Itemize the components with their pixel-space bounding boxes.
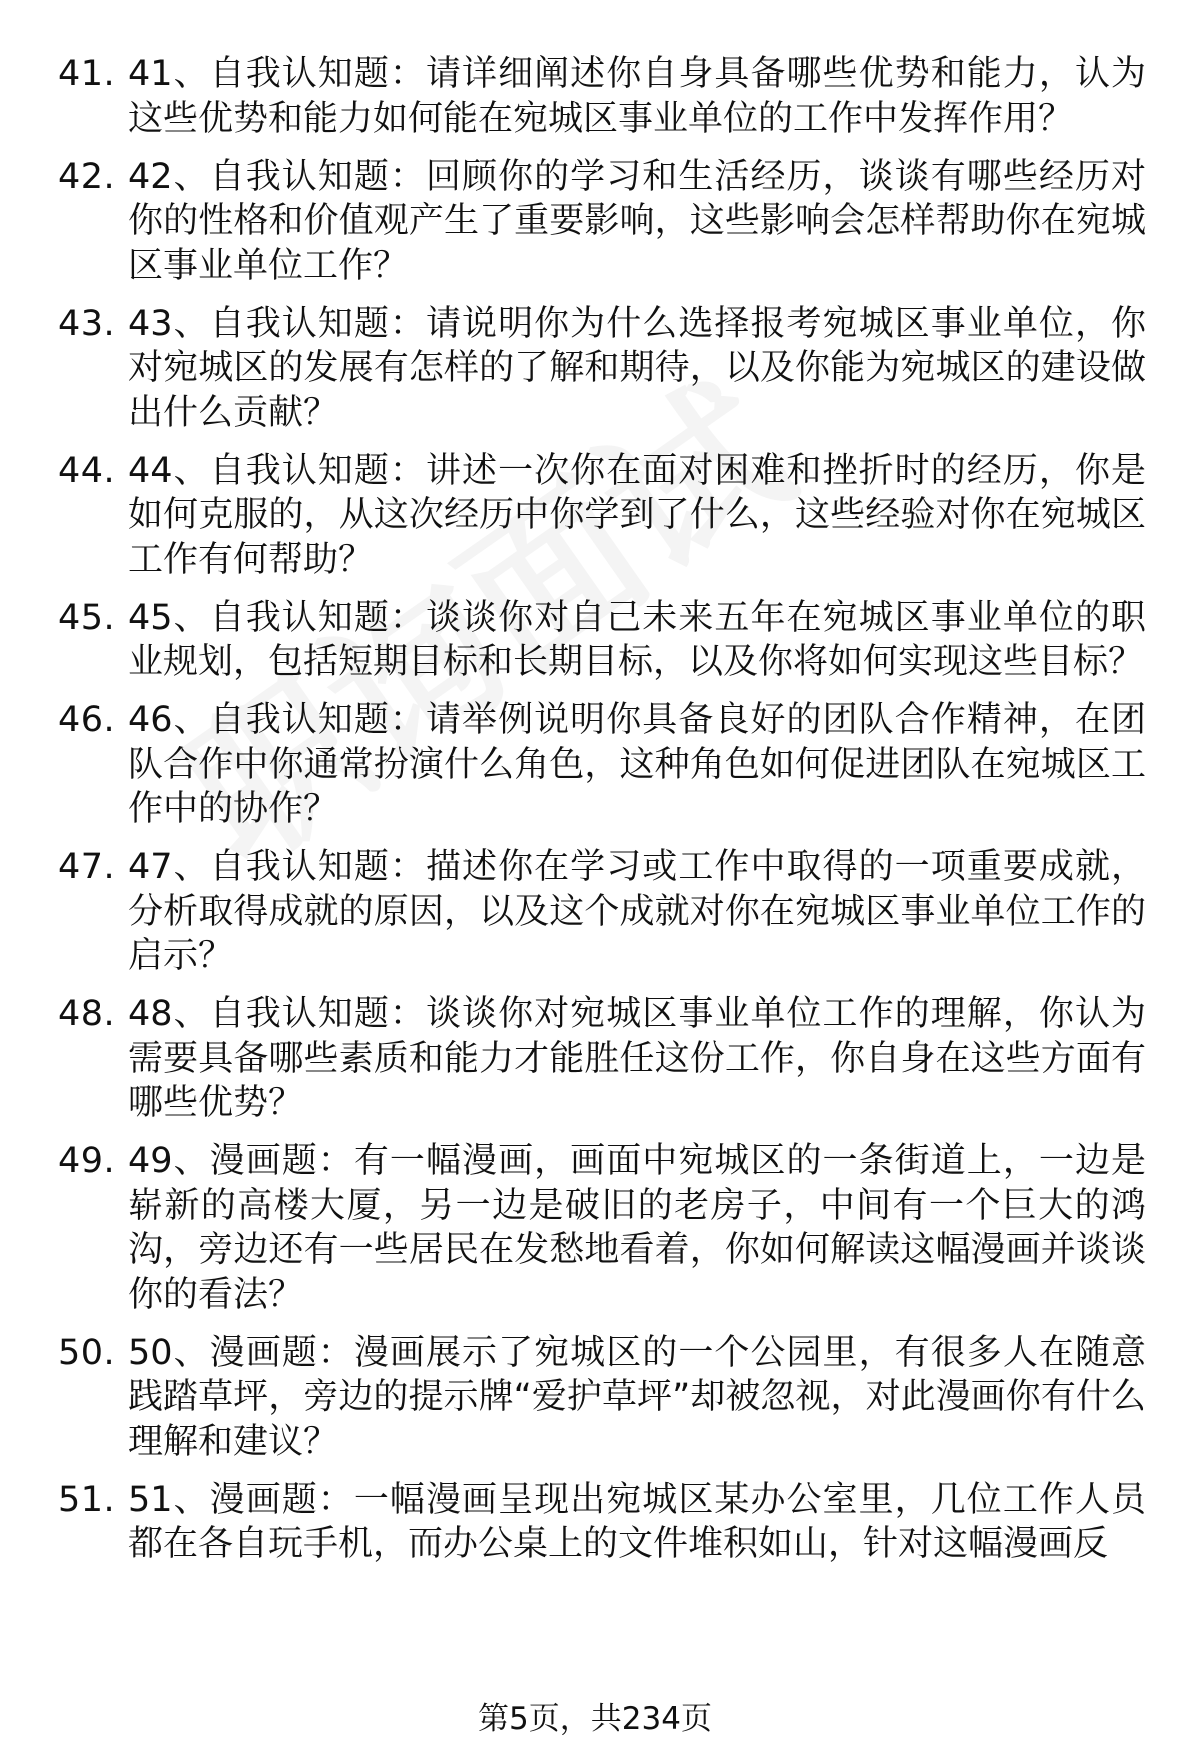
question-text: 51、漫画题：一幅漫画呈现出宛城区某办公室里，几位工作人员都在各自玩手机，而办公桌上的文件堆积如山，针对这幅漫画反 [128, 1479, 1146, 1564]
question-text: 43、自我认知题：请说明你为什么选择报考宛城区事业单位，你对宛城区的发展有怎样的了解和期待，以及你能为宛城区的建设做出什么贡献？ [128, 303, 1146, 433]
question-number: 47. [58, 847, 116, 887]
question-number: 44. [58, 450, 116, 491]
question-number: 41. [58, 54, 116, 94]
question-item-44 [58, 449, 1148, 583]
question-number: 49. [58, 1141, 116, 1181]
question-item-45 [58, 596, 1148, 685]
question-text: 50、漫画题：漫画展示了宛城区的一个公园里，有很多人在随意践踏草坪，旁边的提示牌“爱护草坪”却被忽视，对此漫画你有什么理解和建议？ [128, 1332, 1146, 1462]
question-number: 46. [58, 700, 116, 740]
question-item-51 [58, 1478, 1148, 1567]
question-text: 44、自我认知题：讲述一次你在面对困难和挫折时的经历，你是如何克服的，从这次经历中你学到了什么，这些经验对你在宛城区工作有何帮助？ [128, 450, 1146, 580]
question-number: 45. [58, 597, 116, 638]
question-text: 42、自我认知题：回顾你的学习和生活经历，谈谈有哪些经历对你的性格和价值观产生了重要影响，这些影响会怎样帮助你在宛城区事业单位工作？ [128, 156, 1146, 286]
question-item-47 [58, 845, 1148, 979]
question-item-42 [58, 155, 1148, 289]
question-list [58, 52, 1148, 1580]
question-text: 49、漫画题：有一幅漫画，画面中宛城区的一条街道上，一边是崭新的高楼大厦，另一边是破旧的老房子，中间有一个巨大的鸿沟，旁边还有一些居民在发愁地看着，你如何解读这幅漫画并谈谈你的看法？ [128, 1141, 1146, 1315]
question-number: 42. [58, 156, 116, 197]
page-footer: 第5页，共234页 [478, 1701, 712, 1737]
question-item-46 [58, 698, 1148, 832]
question-text: 45、自我认知题：谈谈你对自己未来五年在宛城区事业单位的职业规划，包括短期目标和长期目标，以及你将如何实现这些目标？ [128, 597, 1146, 682]
question-text: 46、自我认知题：请举例说明你具备良好的团队合作精神，在团队合作中你通常扮演什么角色，这种角色如何促进团队在宛城区工作中的协作？ [128, 700, 1146, 829]
question-item-43 [58, 302, 1148, 436]
question-item-49 [58, 1139, 1148, 1317]
question-item-41 [58, 52, 1148, 141]
question-number: 43. [58, 303, 116, 344]
question-number: 48. [58, 994, 116, 1034]
question-text: 41、自我认知题：请详细阐述你自身具备哪些优势和能力，认为这些优势和能力如何能在宛城区事业单位的工作中发挥作用？ [128, 54, 1146, 139]
question-number: 51. [58, 1479, 116, 1520]
question-item-48 [58, 992, 1148, 1126]
question-text: 47、自我认知题：描述你在学习或工作中取得的一项重要成就，分析取得成就的原因，以及这个成就对你在宛城区事业单位工作的启示？ [128, 847, 1146, 976]
question-text: 48、自我认知题：谈谈你对宛城区事业单位工作的理解，你认为需要具备哪些素质和能力才能胜任这份工作，你自身在这些方面有哪些优势？ [128, 994, 1146, 1123]
question-number: 50. [58, 1332, 116, 1373]
question-item-50 [58, 1331, 1148, 1465]
